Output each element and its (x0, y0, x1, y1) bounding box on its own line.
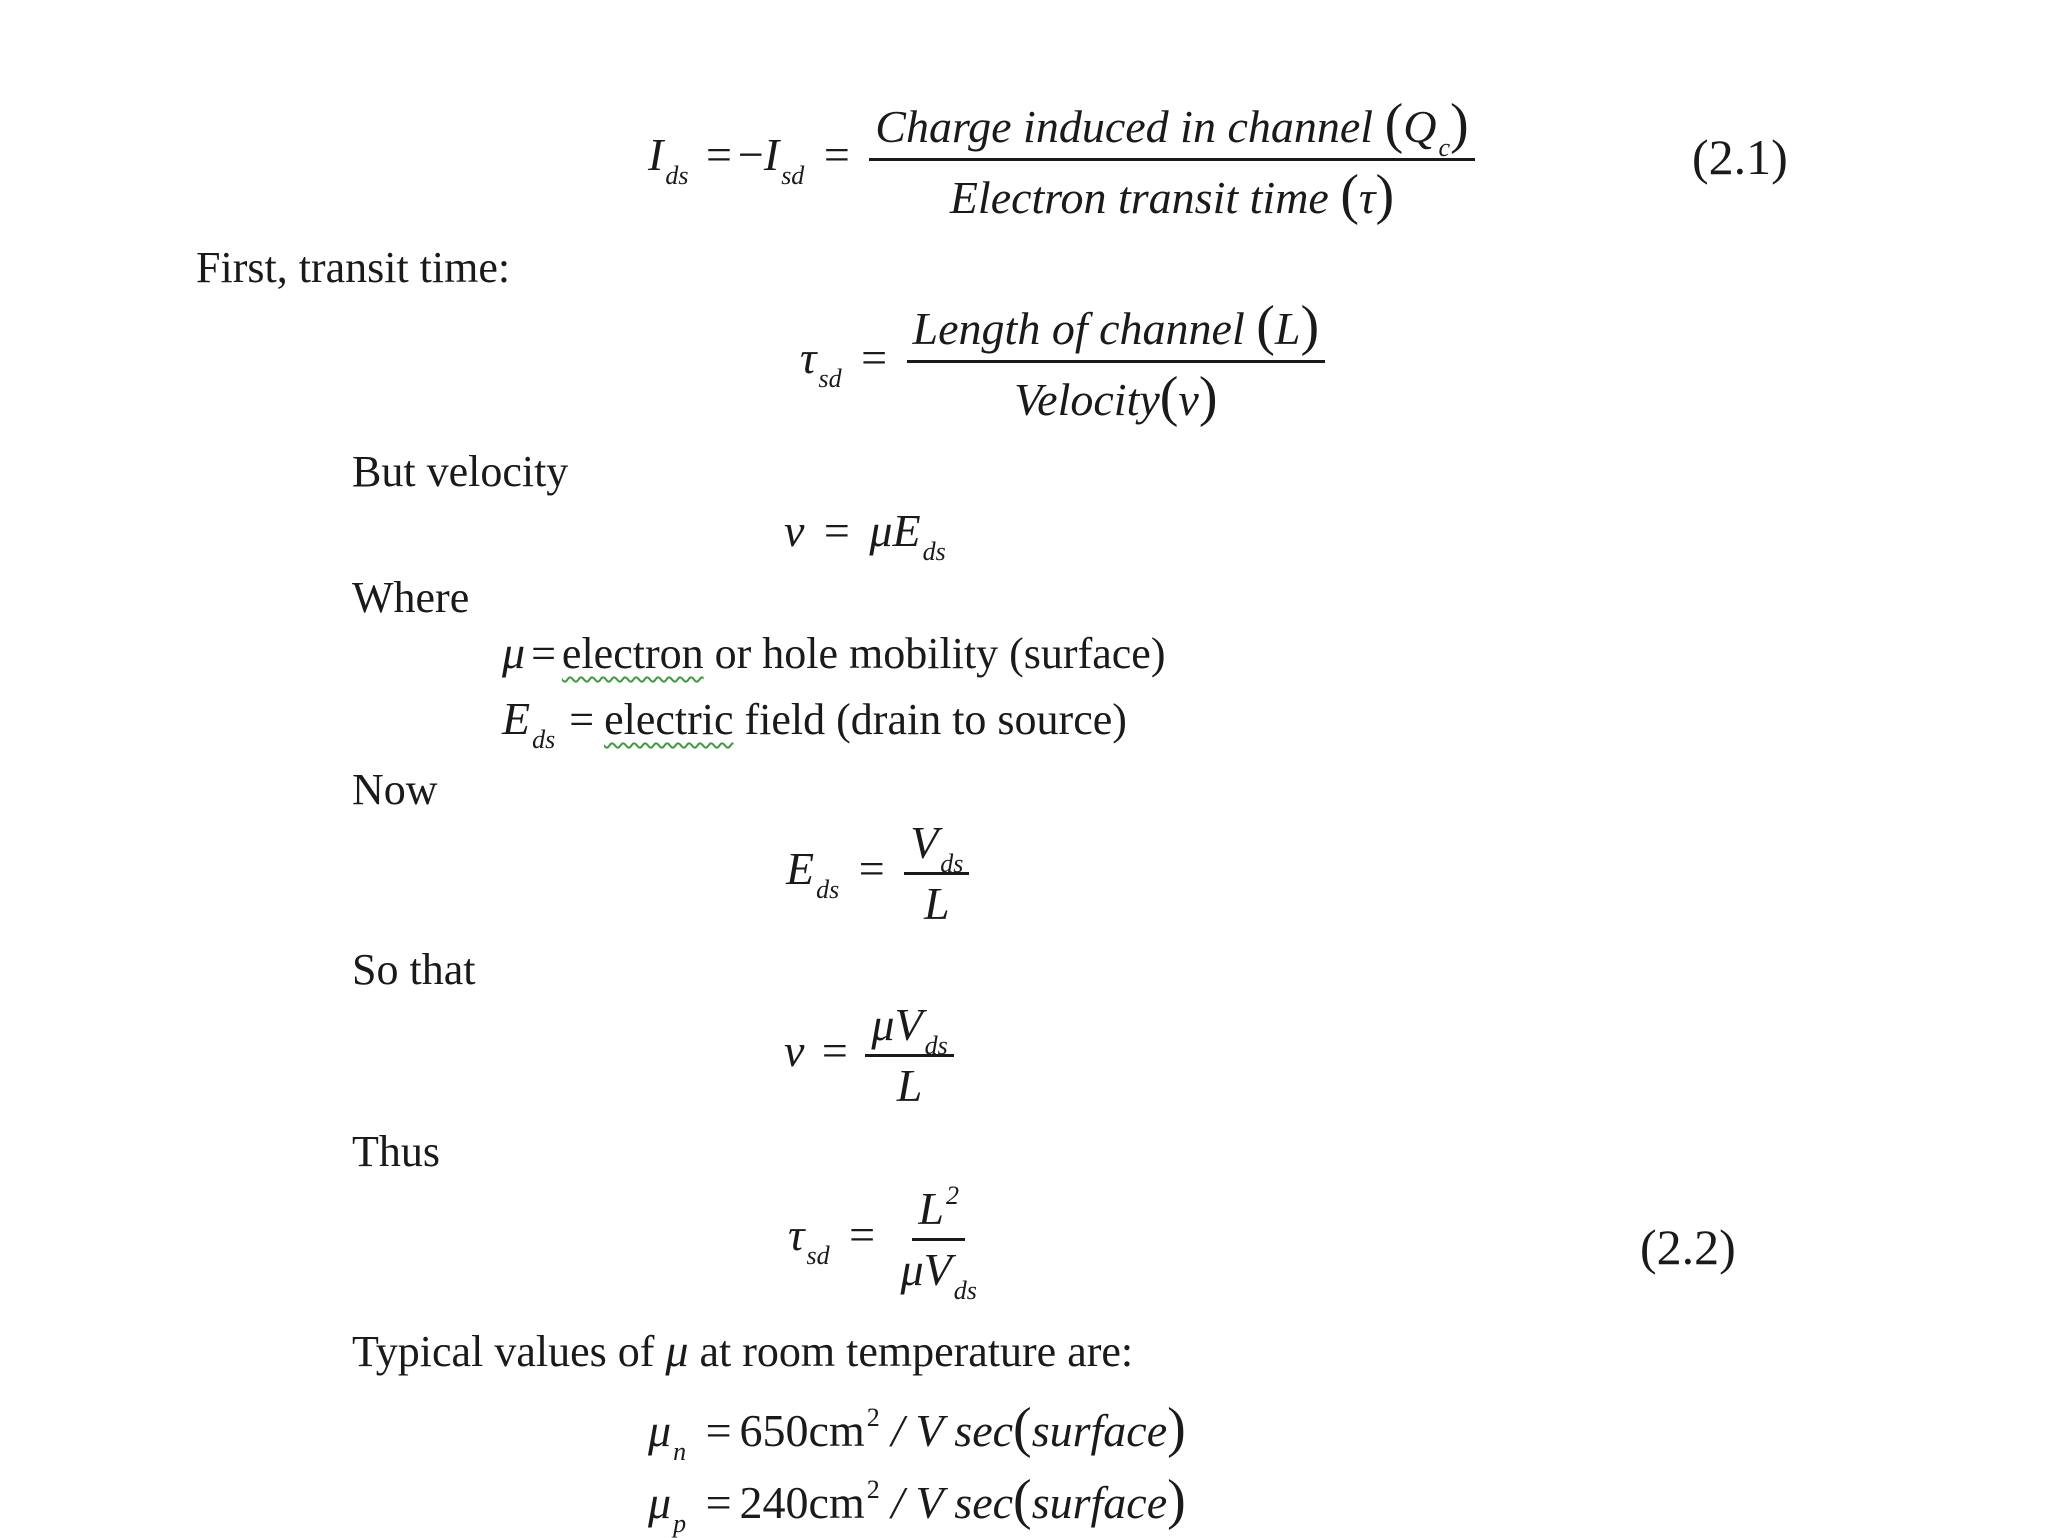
text-thus: Thus (352, 1127, 440, 1176)
fraction-charge-over-time: $\frac{Charge induced in channel (Q_c)}{\text{Electron transit time (τ)}}$ (869, 96, 1474, 223)
text-where: Where (352, 573, 470, 622)
definition-mobility: μ = electron or hole mobility (surface) (502, 627, 1166, 678)
mobility-hole-value: $\mu_p = 240cm^2 / V$ sec(surface) (648, 1469, 1186, 1538)
equation-electric-field: $E_{ds}$ = $\frac{V_{ds}}{L}$ (786, 820, 969, 927)
equation-transit-time: $\tau_{sd}$ = $\frac{\text{Length of channel (L)}}{\text{Velocity(v)}}$ (800, 298, 1325, 427)
equation-2-1: $I_{ds} = -I_{sd}$ = $\frac{Charge induced in channel (Q_c)}{\text{Electron transit time (τ)}}$ (648, 96, 1475, 223)
text-now: Now (352, 765, 438, 814)
text-first-transit-time: First, transit time: (196, 243, 511, 292)
equation-velocity: $v = \mu E_{ds}$ (784, 505, 946, 566)
text-typical-values: Typical values of μ at room temperature are: (352, 1325, 1134, 1376)
text-so-that: So that (352, 945, 476, 994)
current-symbol: I (648, 129, 664, 181)
equation-number-2-1: (2.1) (1692, 129, 1788, 185)
mobility-electron-value: $\mu_n = 650cm^2 / V$ sec(surface) (648, 1397, 1186, 1466)
equation-velocity-substituted: v = $\frac{\mu V_{ds}}{L}$ (784, 1002, 954, 1109)
definition-electric-field: $E_{ds}$ = electric field (drain to source) (502, 693, 1127, 754)
equation-2-2: $\tau_{sd}$ = $\frac{L^2}{\mu V_{ds}}$ (788, 1181, 977, 1305)
equation-number-2-2: (2.2) (1640, 1219, 1736, 1275)
text-but-velocity: But velocity (352, 447, 569, 496)
